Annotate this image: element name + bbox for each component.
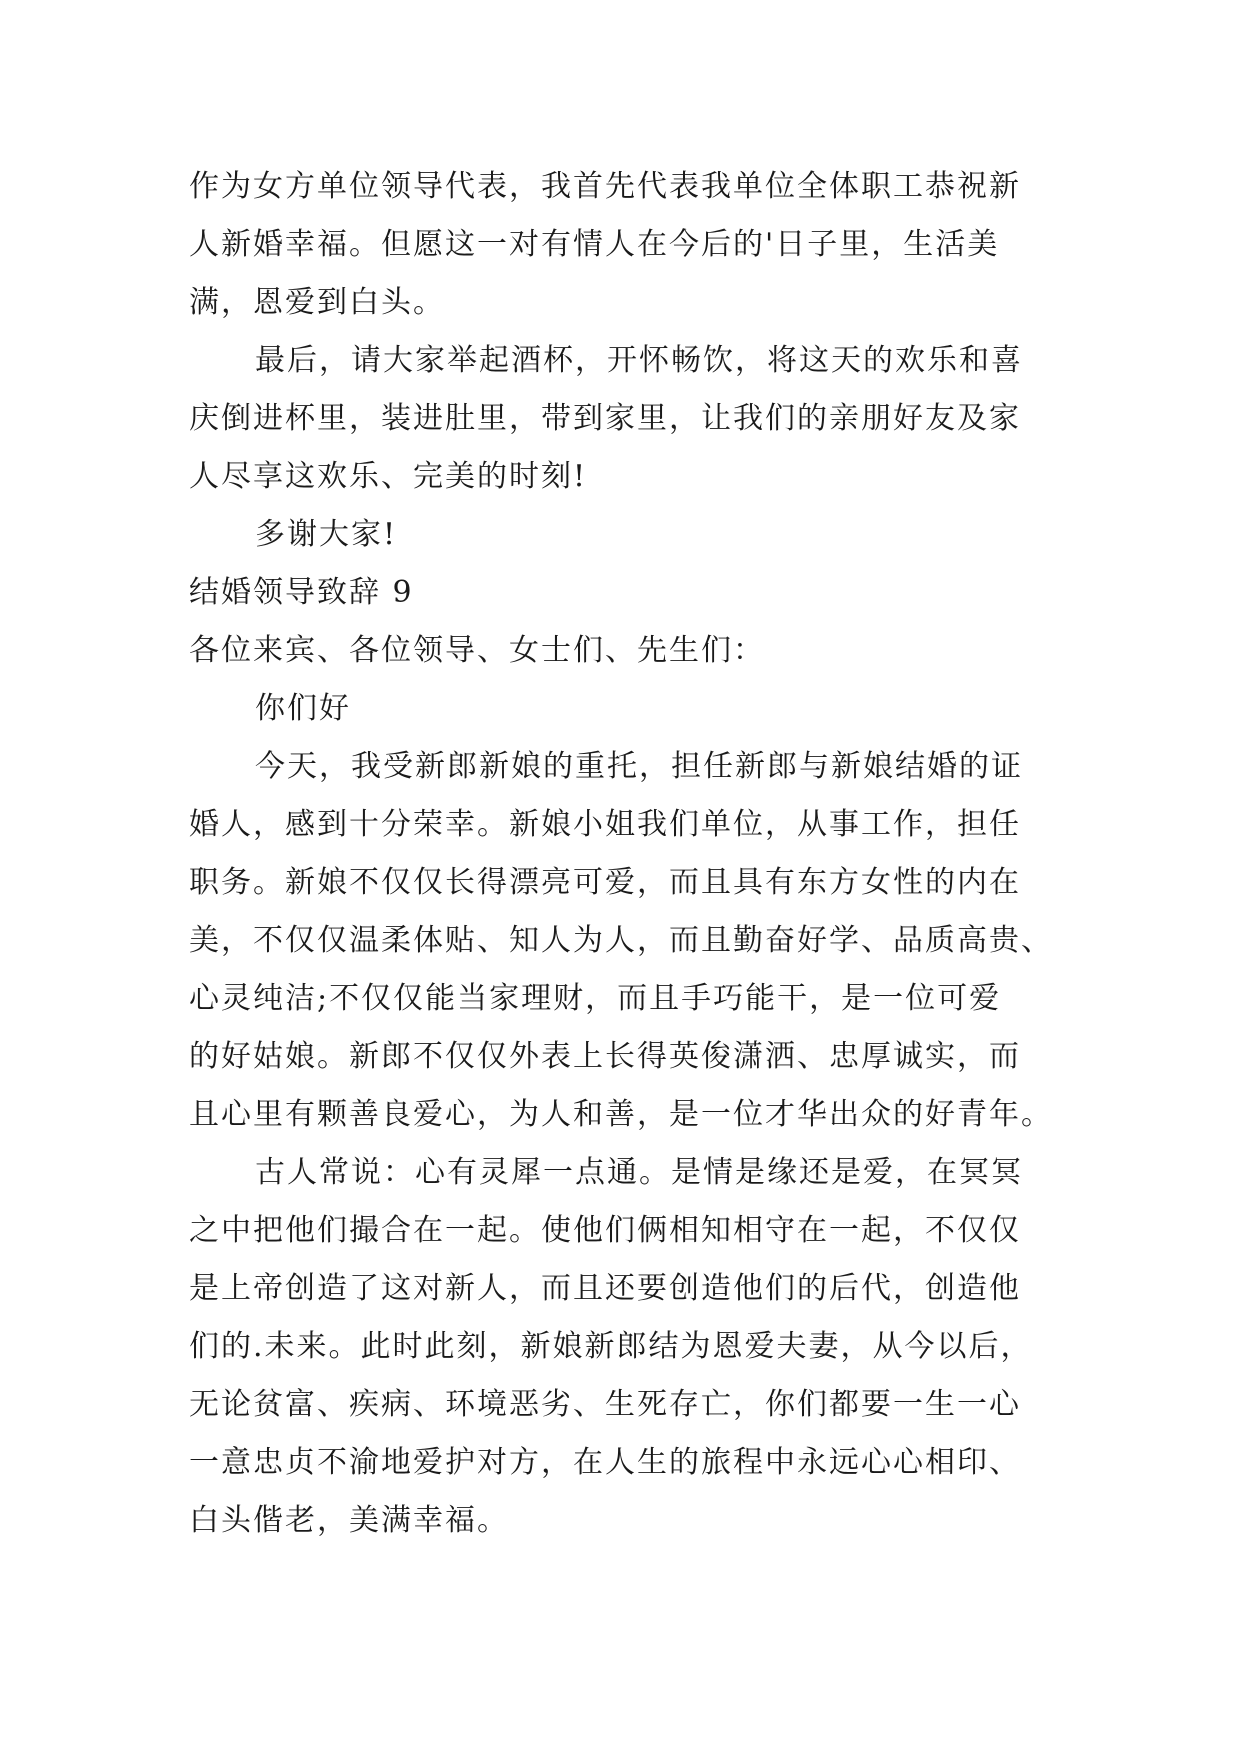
text-line: 一意忠贞不渝地爱护对方，在人生的旅程中永远心心相印、 bbox=[189, 1445, 1021, 1480]
document-body bbox=[189, 158, 1059, 1550]
thanks-line: 多谢大家! bbox=[255, 517, 398, 552]
text-line: 无论贫富、疾病、环境恶劣、生死存亡，你们都要一生一心 bbox=[189, 1387, 1021, 1422]
text-line: 美，不仅仅温柔体贴、知人为人，而且勤奋好学、品质高贵、 bbox=[189, 923, 1053, 958]
paragraph-start-line: 今天，我受新郎新娘的重托，担任新郎与新娘结婚的证 bbox=[255, 749, 1023, 784]
paragraph-start-line: 最后，请大家举起酒杯，开怀畅饮，将这天的欢乐和喜 bbox=[255, 343, 1023, 378]
greeting-line: 你们好 bbox=[255, 691, 351, 726]
text-line: 白头偕老，美满幸福。 bbox=[189, 1503, 509, 1538]
text-line: 庆倒进杯里，装进肚里，带到家里，让我们的亲朋好友及家 bbox=[189, 401, 1021, 436]
text-line: 且心里有颗善良爱心，为人和善，是一位才华出众的好青年。 bbox=[189, 1097, 1053, 1132]
salutation-line: 各位来宾、各位领导、女士们、先生们： bbox=[189, 633, 765, 668]
text-line: 作为女方单位领导代表，我首先代表我单位全体职工恭祝新 bbox=[189, 169, 1021, 204]
text-line: 人尽享这欢乐、完美的时刻! bbox=[189, 459, 588, 494]
text-line: 满，恩爱到白头。 bbox=[189, 285, 445, 320]
text-line: 是上帝创造了这对新人，而且还要创造他们的后代，创造他 bbox=[189, 1271, 1021, 1306]
text-line: 之中把他们撮合在一起。使他们俩相知相守在一起，不仅仅 bbox=[189, 1213, 1021, 1248]
text-line: 婚人，感到十分荣幸。新娘小姐我们单位，从事工作，担任 bbox=[189, 807, 1021, 842]
text-line: 人新婚幸福。但愿这一对有情人在今后的'日子里，生活美 bbox=[189, 227, 1000, 262]
text-line: 职务。新娘不仅仅长得漂亮可爱，而且具有东方女性的内在 bbox=[189, 865, 1021, 900]
text-line: 心灵纯洁;不仅仅能当家理财，而且手巧能干，是一位可爱 bbox=[189, 981, 1002, 1016]
text-line: 们的.未来。此时此刻，新娘新郎结为恩爱夫妻，从今以后， bbox=[189, 1329, 1033, 1364]
section-heading: 结婚领导致辞 9 bbox=[189, 575, 414, 610]
paragraph-start-line: 古人常说：心有灵犀一点通。是情是缘还是爱，在冥冥 bbox=[255, 1155, 1023, 1190]
text-line: 的好姑娘。新郎不仅仅外表上长得英俊潇洒、忠厚诚实，而 bbox=[189, 1039, 1021, 1074]
